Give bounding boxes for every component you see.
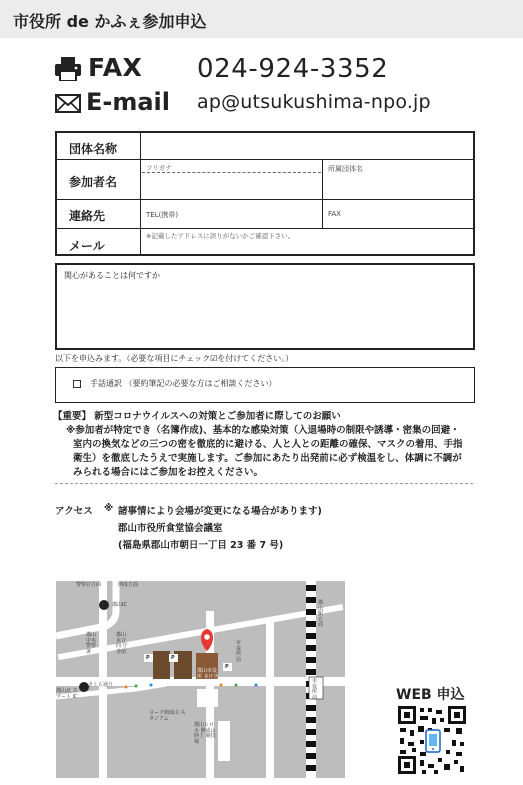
email-field[interactable] xyxy=(141,229,473,254)
venue-address: (福島県郡山市朝日一丁目 23 番 7 号) xyxy=(118,540,284,551)
venue-name: 郡山市役所食堂協会議室 xyxy=(118,523,223,534)
map-label: 市役所前 xyxy=(236,640,242,663)
parking-lot xyxy=(197,689,218,707)
map-label: 郡山ヒロセ 開成山陸上 競技場 xyxy=(194,722,216,745)
mail-icon xyxy=(55,94,81,113)
participant-name-field[interactable] xyxy=(141,173,321,198)
web-apply-label: WEB 申込 xyxy=(396,687,465,703)
street xyxy=(218,721,230,761)
notice-line: 室内の換気などの三つの密を徹底的に避ける、人と人との距離の確保、マスクの着用、手指 xyxy=(73,439,463,450)
affiliation-label: 所属団体名 xyxy=(328,165,363,173)
fax-label: FAX xyxy=(88,53,143,82)
tel-label: TEL(携帯) xyxy=(146,211,179,219)
application-form xyxy=(55,131,475,256)
apply-note: 以下を申込みます。（必要な項目にチェック☑を付けてください。） xyxy=(55,354,294,363)
access-label: アクセス xyxy=(55,506,93,517)
email-note: ※記載したアドレスに誤りがないかご確認下さい。 xyxy=(146,232,295,240)
sign-language-checkbox[interactable] xyxy=(73,380,81,388)
section-divider xyxy=(55,483,473,484)
map-label: ヨーク開成山 スタジアム xyxy=(149,710,186,722)
page-title: 市役所 de かふぇ参加申込 xyxy=(13,12,207,31)
group-name-label: 団体名称 xyxy=(69,142,118,156)
parking-letter: P xyxy=(225,664,229,670)
mail-label: E-mail xyxy=(86,88,171,116)
group-name-field[interactable] xyxy=(141,134,472,158)
map-label: さくら通り xyxy=(88,682,114,688)
location-pin-dot xyxy=(204,634,210,640)
notice-line: みられる場合にはご参加をお控えください。 xyxy=(73,467,264,478)
interest-field[interactable] xyxy=(55,263,475,350)
map-label: 警察官方面 xyxy=(76,582,102,588)
email-label: メール xyxy=(69,239,105,253)
map-label: 郡山本合同 庁舎前 xyxy=(116,632,128,655)
map-label: 市役所前 xyxy=(312,678,318,701)
access-note: 諸事情により会場が変更になる場合があります) xyxy=(118,506,322,517)
header-bar xyxy=(0,0,523,38)
building xyxy=(153,651,170,679)
parking-letter: P xyxy=(171,655,175,661)
affiliation-field[interactable] xyxy=(323,160,473,198)
parking-letter: P xyxy=(146,655,150,661)
access-mark: ※ xyxy=(104,503,114,514)
fax-icon xyxy=(55,57,81,81)
map-label: 郡山北 スマート IC xyxy=(56,688,78,700)
map-label: 開成方面 xyxy=(118,582,139,588)
furigana-label: フリガナ xyxy=(146,164,172,172)
contact-fax-field[interactable] xyxy=(323,200,473,227)
map-label: 郡山駅方面 xyxy=(318,600,324,628)
qr-code-icon[interactable] xyxy=(398,706,466,774)
fax-number: 024-924-3352 xyxy=(197,54,389,84)
road-vertical xyxy=(266,621,274,778)
road-vertical xyxy=(99,581,107,778)
tel-field[interactable] xyxy=(141,200,321,227)
interchange-marker xyxy=(99,600,109,610)
contact-fax-label: FAX xyxy=(328,210,341,218)
map-label: 郡山市役所 本庁舎 xyxy=(197,668,219,680)
participant-label: 参加者名 xyxy=(69,175,118,189)
contact-label: 連絡先 xyxy=(69,209,106,223)
notice-title: 【重要】 新型コロナウイルスへの対策とご参加者に際してのお願い xyxy=(53,411,341,422)
interest-label: 関心があることは何ですか xyxy=(64,271,160,280)
notice-line: 衛生）を徹底したうえで実施します。ご参加にあたり出発前に必ず検温をし、体調に不調が xyxy=(73,453,462,464)
access-map xyxy=(56,581,345,778)
mail-address: ap@utsukushima-npo.jp xyxy=(197,91,431,113)
option-box xyxy=(55,367,475,403)
sign-language-label: 手話通訳 （要約筆記の必要な方はご相談ください） xyxy=(90,379,277,388)
map-label: 郡山中央 警察署 xyxy=(86,632,97,655)
map-label: 郡山IC xyxy=(112,602,127,608)
notice-line: ※参加者が特定でき（名簿作成)、基本的な感染対策（入退場時の制限や誘導・密集の回避・ xyxy=(66,425,460,436)
